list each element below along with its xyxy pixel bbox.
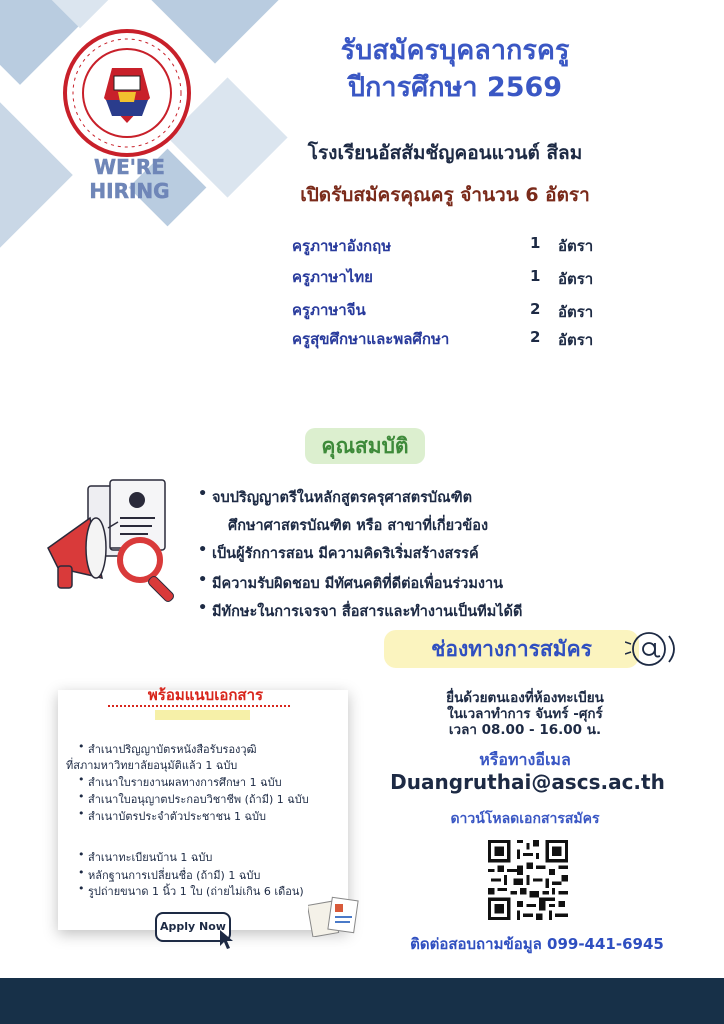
magnifier-icon: [110, 530, 190, 610]
qualification-item: • มีความรับผิดชอบ มีทัศนคติที่ดีต่อเพื่อนร่วมงาน: [212, 572, 503, 595]
position-name: ครูสุขศึกษาและพลศึกษา: [292, 330, 450, 348]
qualification-item: • มีทักษะในการเจรจา สื่อสารและทำงานเป็นทีมได้ดี: [212, 600, 522, 623]
document-item: • สำเนาปริญญาบัตรหนังสือรับรองวุฒิ: [88, 740, 257, 758]
email-address[interactable]: Duangruthai@ascs.ac.th: [390, 770, 665, 794]
position-unit: อัตรา: [558, 270, 594, 288]
qualification-item: • จบปริญญาตรีในหลักสูตรครุศาสตรบัณฑิต: [212, 486, 472, 509]
documents-highlight: [155, 710, 250, 720]
contact-info: ติดต่อสอบถามข้อมูล 099-441-6945: [410, 935, 664, 953]
walkin-line-1: ยื่นด้วยตนเองที่ห้องทะเบียน: [446, 690, 604, 706]
hiring-line-2: HIRING: [89, 179, 170, 203]
cursor-icon: [218, 928, 238, 950]
position-count: 1: [530, 267, 541, 285]
qualification-item: ศึกษาศาสตรบัณฑิต หรือ สาขาที่เกี่ยวข้อง: [228, 518, 489, 534]
school-logo: [62, 28, 192, 158]
walkin-line-2: ในเวลาทำการ จันทร์ -ศุกร์: [447, 706, 603, 722]
position-unit: อัตรา: [558, 331, 594, 349]
qr-code[interactable]: [488, 840, 568, 920]
at-sign-icon: [625, 628, 681, 670]
document-item: • หลักฐานการเปลี่ยนชื่อ (ถ้ามี) 1 ฉบับ: [88, 866, 260, 884]
email-label: หรือทางอีเมล: [479, 750, 571, 769]
title-line-1: รับสมัครบุคลากรครู: [340, 35, 570, 66]
footer-band: [0, 978, 724, 1024]
document-item: • รูปถ่ายขนาด 1 นิ้ว 1 ใบ (ถ่ายไม่เกิน 6 เดือน): [88, 882, 304, 900]
position-unit: อัตรา: [558, 237, 594, 255]
opening-announcement: เปิดรับสมัครคุณครู จำนวน 6 อัตรา: [300, 184, 590, 206]
apply-now-label: Apply Now: [160, 920, 226, 933]
document-item: ที่สภามหาวิทยาลัยอนุมัติแล้ว 1 ฉบับ: [66, 759, 238, 772]
position-unit: อัตรา: [558, 303, 594, 321]
qualifications-heading: คุณสมบัติ: [305, 428, 425, 464]
qualification-item: • เป็นผู้รักการสอน มีความคิดริเริ่มสร้างสรรค์: [212, 542, 479, 565]
documents-heading: พร้อมแนบเอกสาร: [147, 686, 264, 704]
position-name: ครูภาษาไทย: [292, 268, 373, 286]
position-count: 1: [530, 234, 541, 252]
document-item: • สำเนาบัตรประจำตัวประชาชน 1 ฉบับ: [88, 807, 266, 825]
channels-heading: ช่องทางการสมัคร: [384, 630, 639, 668]
position-name: ครูภาษาอังกฤษ: [292, 237, 392, 255]
hiring-line-1: WE'RE: [94, 155, 165, 179]
document-item: • สำเนาใบรายงานผลทางการศึกษา 1 ฉบับ: [88, 773, 282, 791]
document-stack-icon: [308, 895, 360, 937]
documents-heading-underline: [108, 705, 290, 707]
walkin-line-3: เวลา 08.00 - 16.00 น.: [448, 722, 602, 738]
position-count: 2: [530, 300, 541, 318]
hiring-label: [72, 155, 187, 203]
title-line-2: ปีการศึกษา 2569: [347, 72, 563, 103]
download-label: ดาวน์โหลดเอกสารสมัคร: [450, 811, 600, 827]
document-item: • สำเนาทะเบียนบ้าน 1 ฉบับ: [88, 848, 212, 866]
position-name: ครูภาษาจีน: [292, 301, 366, 319]
document-item: • สำเนาใบอนุญาตประกอบวิชาชีพ (ถ้ามี) 1 ฉบับ: [88, 790, 309, 808]
position-count: 2: [530, 328, 541, 346]
school-name: โรงเรียนอัสสัมชัญคอนแวนต์ สีลม: [307, 142, 583, 164]
